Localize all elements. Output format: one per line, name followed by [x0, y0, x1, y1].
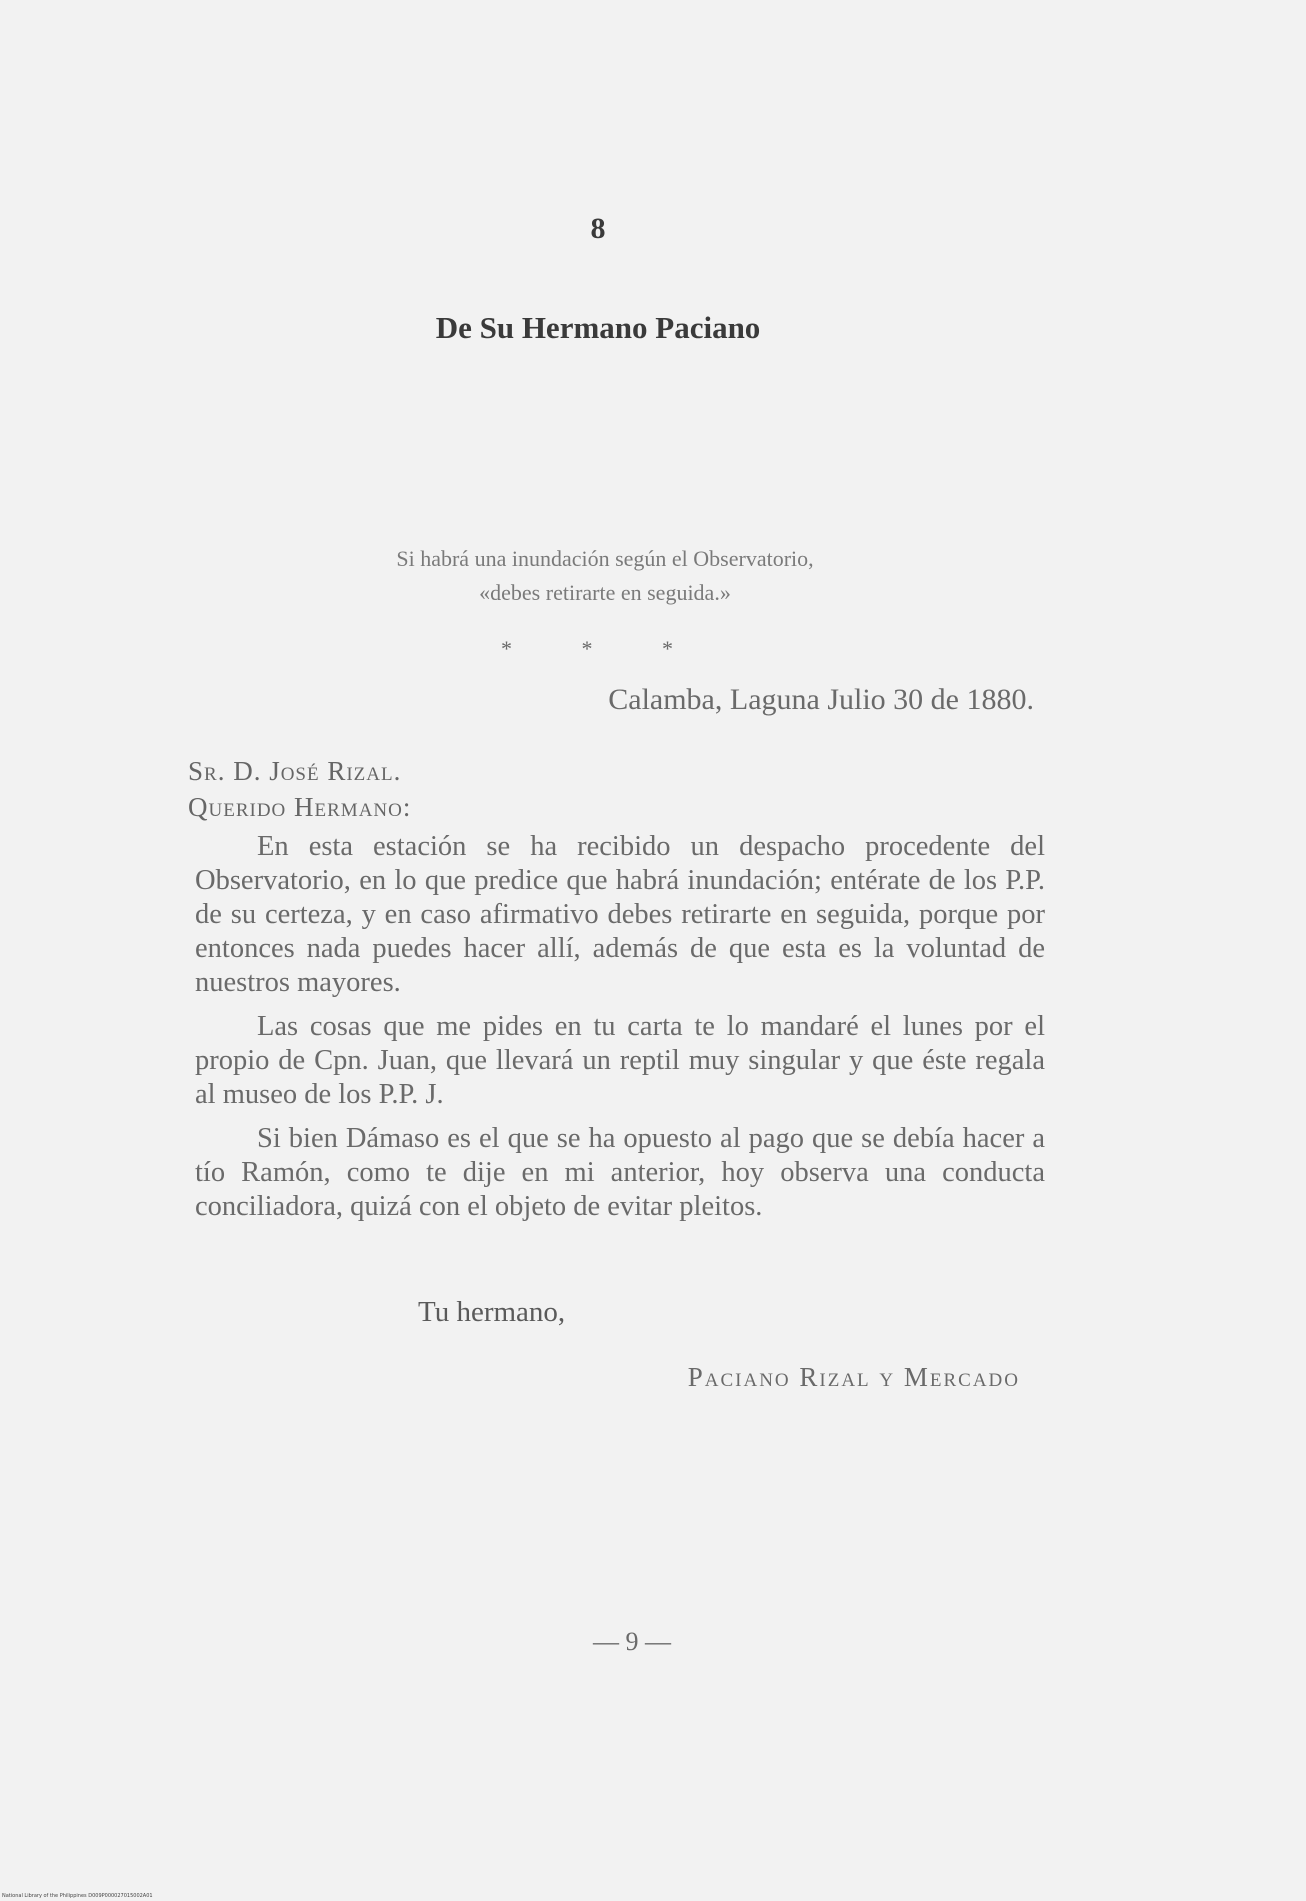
body-paragraph: En esta estación se ha recibido un despacho procedente del Observatorio, en lo que predice que habrá inundación; entérate de los P.P. de su certeza, y en caso afirmativo debes retirarte en seguida, porque por entonces nada puedes hacer allí, además de que esta es la voluntad de nuestros mayores. [195, 831, 1045, 998]
page-number: — 9 — [593, 1627, 671, 1656]
dateline: Calamba, Laguna Julio 30 de 1880. [608, 683, 1034, 716]
salutation-addressee: Sr. D. José Rizal. [188, 756, 402, 786]
signature: Paciano Rizal y Mercado [687, 1362, 1020, 1392]
closing: Tu hermano, [418, 1296, 566, 1328]
summary-line-2: «debes retirarte en seguida.» [479, 580, 731, 605]
body-paragraph: Las cosas que me pides en tu carta te lo mandaré el lunes por el propio de Cpn. Juan, que llevará un reptil muy singular y que éste regala al museo de los P.P. J. [195, 1011, 1045, 1110]
footer-credit: National Library of the Philippines D009P000027015002A01 [2, 1893, 153, 1899]
summary-line-1: Si habrá una inundación según el Observatorio, [396, 546, 814, 571]
salutation-greeting: Querido Hermano: [188, 792, 412, 822]
salutation [188, 753, 411, 825]
letter-summary [0, 542, 1210, 610]
letter-body [195, 830, 1045, 1234]
body-paragraph: Si bien Dámaso es el que se ha opuesto al pago que se debía hacer a tío Ramón, como te dije en mi anterior, hoy observa una conducta conciliadora, quizá con el objeto de evitar pleitos. [195, 1123, 1045, 1222]
letter-title: De Su Hermano Paciano [435, 310, 761, 345]
section-separator: * * * [501, 636, 705, 661]
letter-number: 8 [590, 212, 606, 245]
